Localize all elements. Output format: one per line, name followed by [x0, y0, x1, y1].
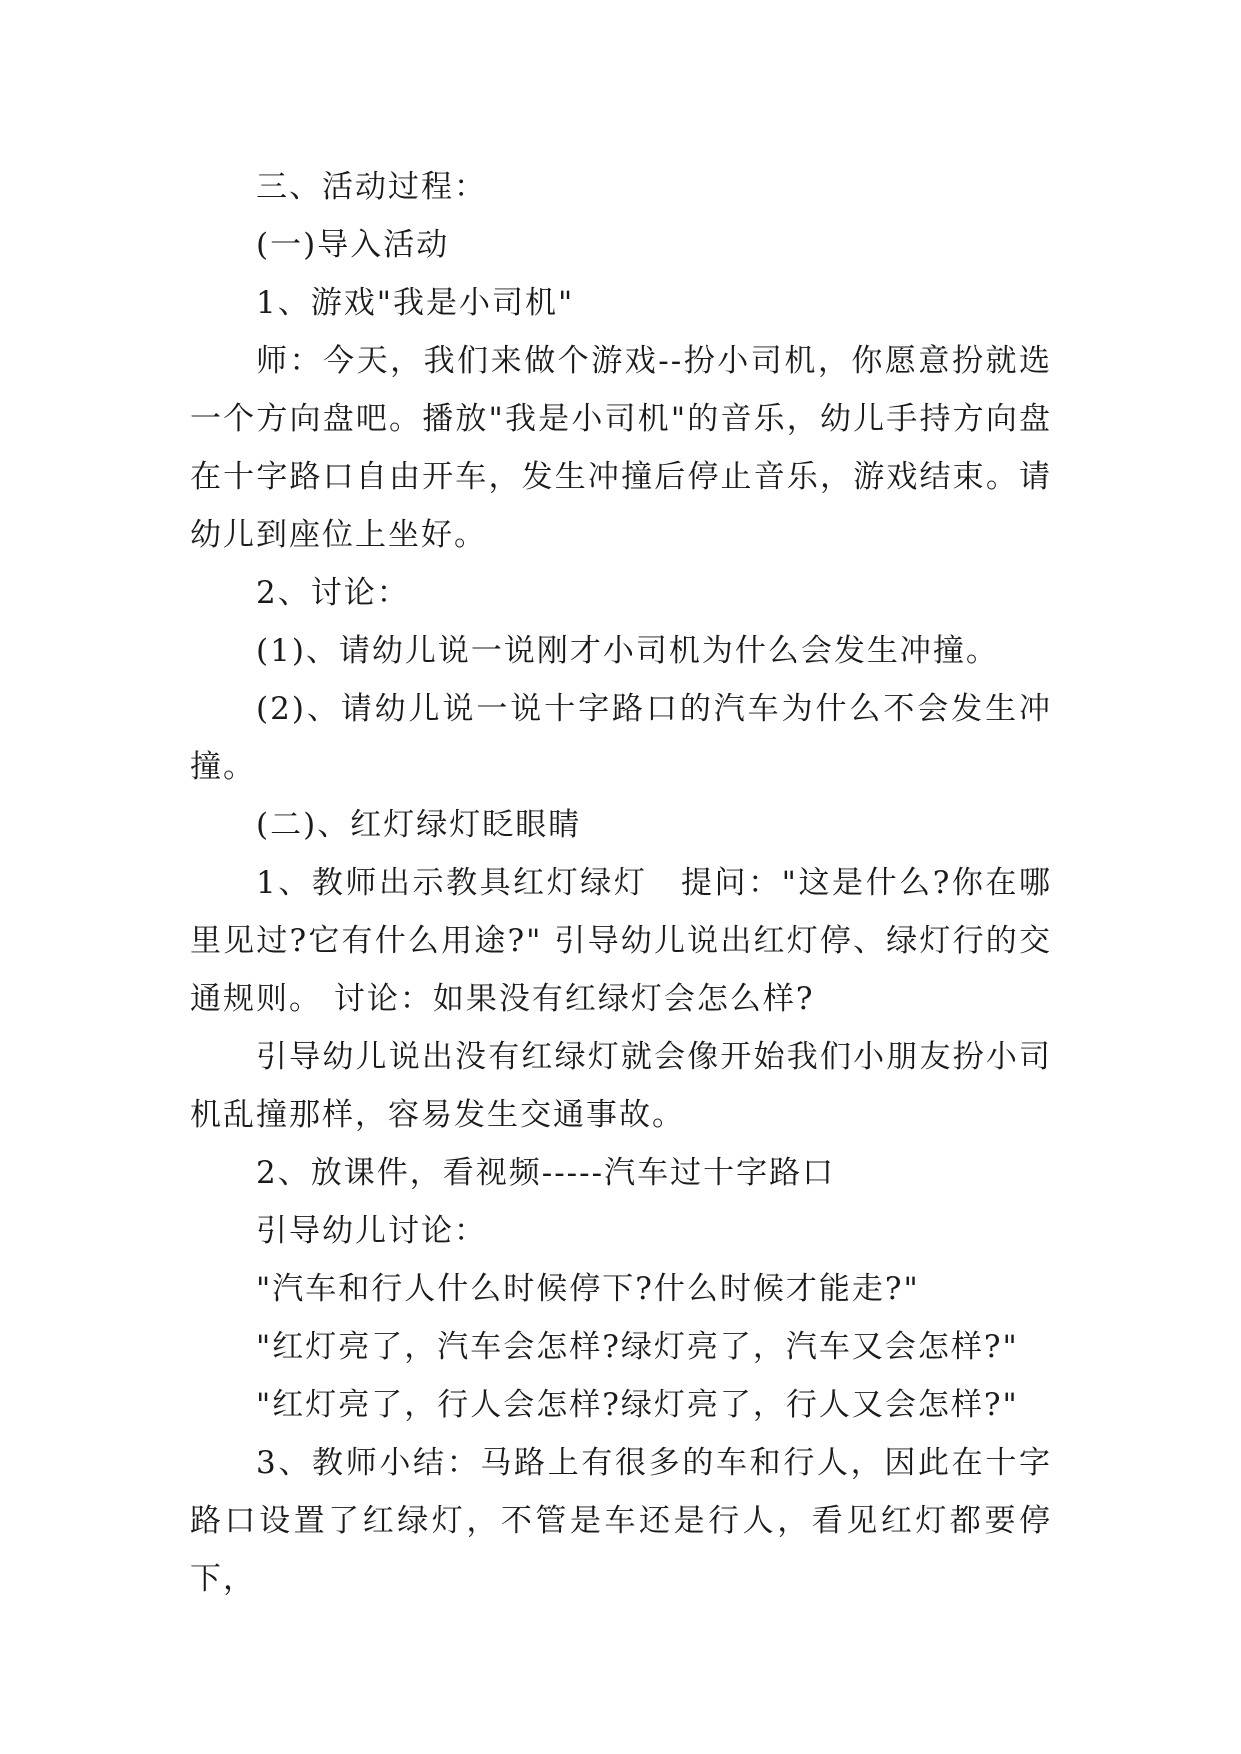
section-heading-activity-process: 三、活动过程：: [256, 169, 487, 205]
paragraph-question-3: "红灯亮了，行人会怎样?绿灯亮了，行人又会怎样?": [256, 1387, 1019, 1423]
paragraph-game-title: 1、游戏"我是小司机": [256, 285, 575, 321]
paragraph-question-2: "红灯亮了，汽车会怎样?绿灯亮了，汽车又会怎样?": [256, 1329, 1019, 1365]
paragraph-question-1: "汽车和行人什么时候停下?什么时候才能走?": [256, 1271, 920, 1307]
subsection-heading-traffic-lights: (二)、红灯绿灯眨眼睛: [256, 807, 582, 843]
paragraph-guide-discussion: 引导幼儿讨论：: [256, 1213, 487, 1249]
subsection-heading-intro: (一)导入活动: [256, 227, 450, 263]
paragraph-teacher-summary: 3、教师小结：马路上有很多的车和行人，因此在十字路口设置了红绿灯，不管是车还是行人，看见红灯都要停下，: [190, 1445, 1052, 1597]
document-body: [190, 158, 1052, 1608]
paragraph-discussion-title: 2、讨论：: [256, 575, 410, 611]
paragraph-teacher-intro: 师：今天，我们来做个游戏--扮小司机，你愿意扮就选一个方向盘吧。播放"我是小司机"的音乐，幼儿手持方向盘在十字路口自由开车，发生冲撞后停止音乐，游戏结束。请幼儿到座位上坐好。: [190, 343, 1052, 553]
paragraph-teacher-shows-lights: 1、教师出示教具红灯绿灯 提问："这是什么?你在哪里见过?它有什么用途?" 引导幼儿说出红灯停、绿灯行的交通规则。 讨论：如果没有红绿灯会怎么样?: [190, 865, 1052, 1017]
paragraph-discussion-1: (1)、请幼儿说一说刚才小司机为什么会发生冲撞。: [256, 633, 999, 669]
paragraph-video: 2、放课件，看视频-----汽车过十字路口: [256, 1155, 836, 1191]
paragraph-discussion-2: (2)、请幼儿说一说十字路口的汽车为什么不会发生冲撞。: [190, 691, 1052, 785]
paragraph-guide-accident: 引导幼儿说出没有红绿灯就会像开始我们小朋友扮小司机乱撞那样，容易发生交通事故。: [190, 1039, 1052, 1133]
